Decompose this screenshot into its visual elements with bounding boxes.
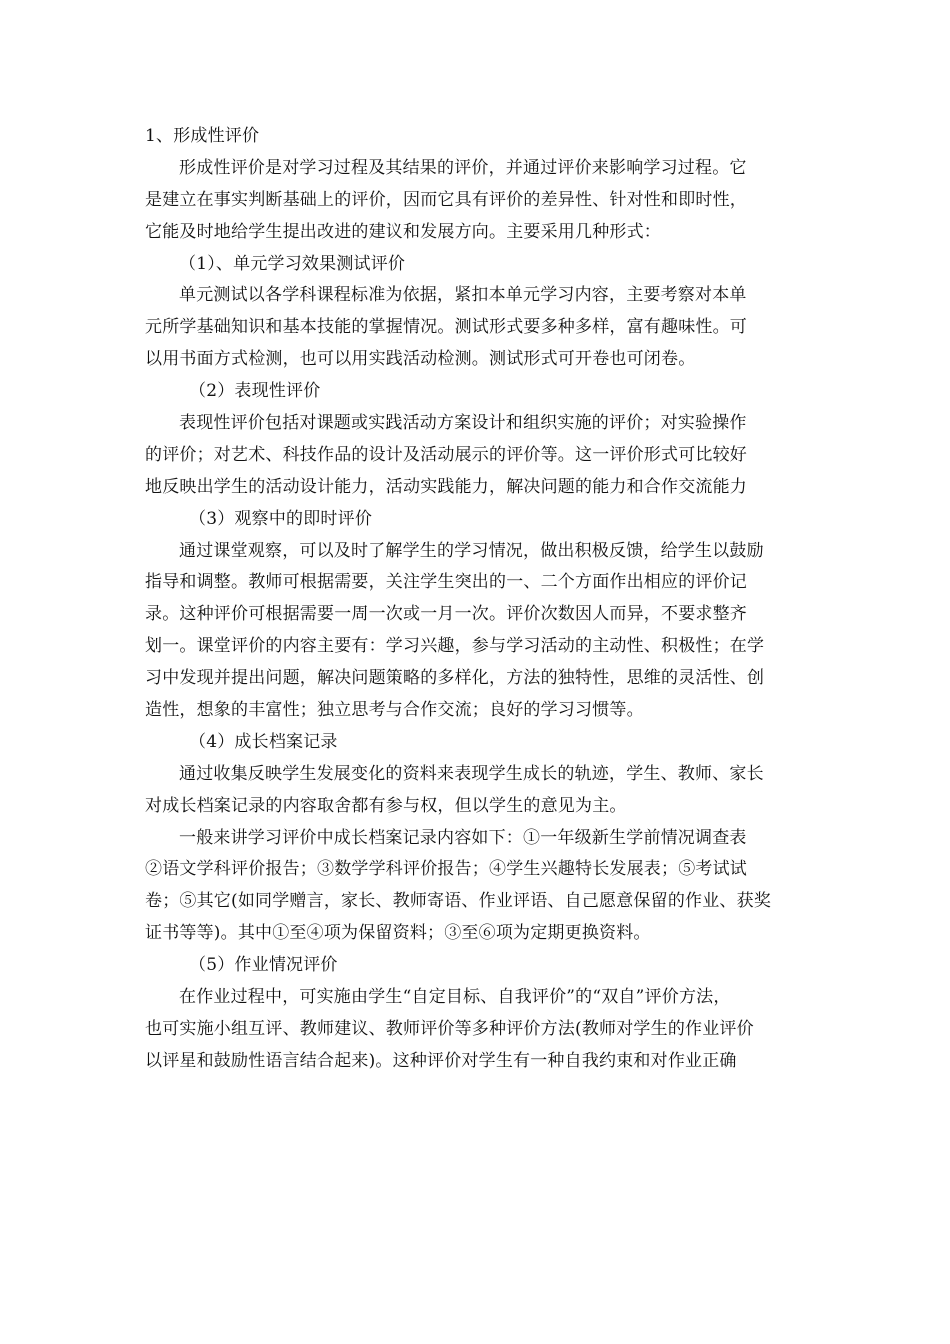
paragraph-line: 是建立在事实判断基础上的评价，因而它具有评价的差异性、针对性和即时性，	[145, 189, 747, 210]
paragraph-line: 它能及时地给学生提出改进的建议和发展方向。主要采用几种形式：	[145, 221, 661, 242]
paragraph-line: 表现性评价包括对课题或实践活动方案设计和组织实施的评价；对实验操作	[179, 413, 747, 434]
subsection-paragraph-4a	[145, 759, 809, 823]
paragraph-line: 划一。课堂评价的内容主要有：学习兴趣，参与学习活动的主动性、积极性；在学	[145, 636, 765, 657]
subsection-paragraph-1	[145, 280, 809, 376]
paragraph-line: 对成长档案记录的内容取舍都有参与权，但以学生的意见为主。	[145, 795, 627, 816]
section-heading: 1、形成性评价	[145, 126, 260, 146]
paragraph-line: 也可实施小组互评、教师建议、教师评价等多种评价方法(教师对学生的作业评价	[145, 1018, 754, 1039]
subsection-title-1: （1）、单元学习效果测试评价	[179, 253, 406, 274]
subsection-title-5: （5）作业情况评价	[189, 955, 338, 976]
paragraph-line: ②语文学科评价报告；③数学学科评价报告；④学生兴趣特长发展表；⑤考试试	[145, 859, 747, 880]
subsection-title-3: （3）观察中的即时评价	[189, 508, 373, 529]
document-body	[145, 121, 809, 1078]
paragraph-line: 以用书面方式检测，也可以用实践活动检测。测试形式可开卷也可闭卷。	[145, 349, 696, 370]
paragraph-line: 元所学基础知识和基本技能的掌握情况。测试形式要多种多样，富有趣味性。可	[145, 317, 747, 338]
paragraph-line: 通过收集反映学生发展变化的资料来表现学生成长的轨迹，学生、教师、家长	[179, 763, 764, 784]
paragraph-line: 卷；⑤其它(如同学赠言，家长、教师寄语、作业评语、自己愿意保留的作业、获奖	[145, 891, 772, 912]
subsection-paragraph-3	[145, 536, 809, 727]
paragraph-line: 的评价；对艺术、科技作品的设计及活动展示的评价等。这一评价形式可比较好	[145, 444, 747, 465]
paragraph-line: 一般来讲学习评价中成长档案记录内容如下：①一年级新生学前情况调查表	[179, 827, 747, 848]
paragraph-line: 通过课堂观察，可以及时了解学生的学习情况，做出积极反馈，给学生以鼓励	[179, 540, 764, 561]
paragraph-line: 指导和调整。教师可根据需要，关注学生突出的一、二个方面作出相应的评价记	[145, 572, 747, 593]
paragraph-line: 形成性评价是对学习过程及其结果的评价，并通过评价来影响学习过程。它	[179, 157, 747, 178]
subsection-paragraph-2	[145, 408, 809, 504]
paragraph-line: 造性，想象的丰富性；独立思考与合作交流；良好的学习习惯等。	[145, 700, 644, 721]
paragraph-line: 习中发现并提出问题，解决问题策略的多样化，方法的独特性，思维的灵活性、创	[145, 668, 765, 689]
subsection-title-4: （4）成长档案记录	[189, 731, 338, 752]
paragraph-line: 单元测试以各学科课程标准为依据，紧扣本单元学习内容，主要考察对本单	[179, 285, 747, 306]
intro-paragraph	[145, 153, 809, 249]
subsection-title-2: （2）表现性评价	[189, 381, 321, 402]
paragraph-line: 录。这种评价可根据需要一周一次或一月一次。评价次数因人而异，不要求整齐	[145, 604, 747, 625]
subsection-paragraph-5	[145, 982, 809, 1078]
subsection-paragraph-4b	[145, 823, 809, 951]
paragraph-line: 在作业过程中，可实施由学生“自定目标、自我评价”的“双自”评价方法，	[179, 987, 731, 1008]
paragraph-line: 证书等等)。其中①至④项为保留资料；③至⑥项为定期更换资料。	[145, 923, 651, 944]
paragraph-line: 地反映出学生的活动设计能力，活动实践能力，解决问题的能力和合作交流能力	[145, 476, 747, 497]
paragraph-line: 以评星和鼓励性语言结合起来)。这种评价对学生有一种自我约束和对作业正确	[145, 1050, 737, 1071]
